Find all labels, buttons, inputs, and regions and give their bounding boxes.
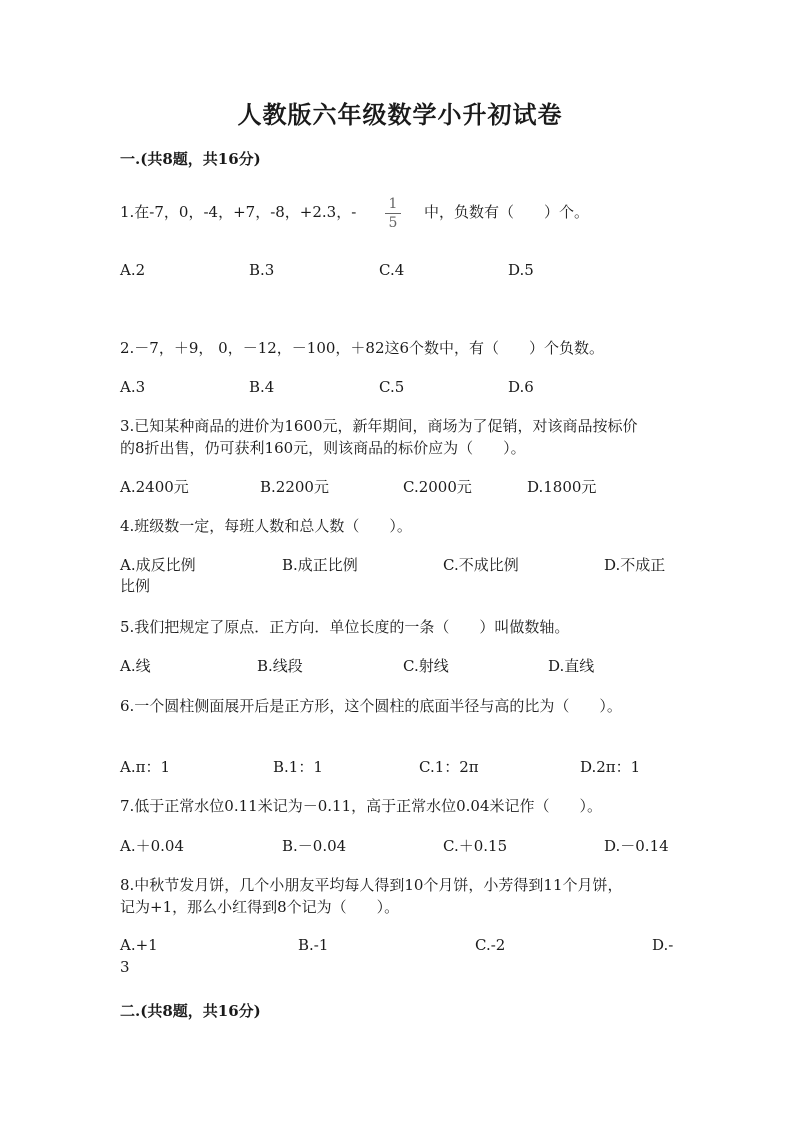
question-2-stem: 2.－7，＋9， 0，－12，－100，＋82这6个数中，有（ ）个负数。 [120,339,605,357]
question-2-option-a: A.3 [120,378,146,396]
question-6-option-d: D.2π：1 [580,758,641,776]
question-8-option-a: A.+1 [120,936,158,954]
question-4-stem: 4.班级数一定，每班人数和总人数（ ）。 [120,517,412,535]
question-8-option-b: B.-1 [298,936,329,954]
question-1-option-a: A.2 [120,261,146,279]
question-4-option-d: D.不成正 [604,556,666,574]
fraction-numerator: 1 [388,196,398,212]
question-3-option-a: A.2400元 [120,478,189,496]
question-3-option-b: B.2200元 [260,478,329,496]
fraction-denominator: 5 [388,215,398,231]
question-7-stem: 7.低于正常水位0.11米记为－0.11，高于正常水位0.04米记作（ ）。 [120,797,603,815]
question-8-stem-line-1: 8.中秋节发月饼，几个小朋友平均每人得到10个月饼，小芳得到11个月饼， [120,876,623,894]
question-2-option-d: D.6 [508,378,534,396]
question-4-option-a: A.成反比例 [120,556,196,574]
question-4-option-c: C.不成比例 [443,556,519,574]
question-7-option-b: B.－0.04 [282,837,347,855]
question-3-option-d: D.1800元 [527,478,597,496]
section-heading-2: 二.(共8题，共16分) [120,1002,261,1020]
question-8-option-c: C.-2 [475,936,506,954]
question-8-option-d-wrap: 3 [120,958,130,976]
question-3-option-c: C.2000元 [403,478,472,496]
question-5-option-b: B.线段 [257,657,303,675]
question-5-option-c: C.射线 [403,657,449,675]
question-7-option-d: D.－0.14 [604,837,669,855]
question-1-option-d: D.5 [508,261,534,279]
question-2-option-c: C.5 [379,378,405,396]
question-5-stem: 5.我们把规定了原点．正方向．单位长度的一条（ ）叫做数轴。 [120,618,570,636]
page-title: 人教版六年级数学小升初试卷 [237,100,563,129]
question-6-stem: 6.一个圆柱侧面展开后是正方形，这个圆柱的底面半径与高的比为（ ）。 [120,697,622,715]
question-3-stem-line-1: 3.已知某种商品的进价为1600元，新年期间，商场为了促销，对该商品按标价 [120,417,638,435]
question-7-option-c: C.＋0.15 [443,837,508,855]
question-8-option-d: D.- [652,936,674,954]
question-2-option-b: B.4 [249,378,275,396]
question-1-stem-post: 中，负数有（ ）个。 [424,203,590,221]
question-6-option-a: A.π：1 [120,758,171,776]
question-1-stem-pre: 1.在-7，0，-4，+7，-8，+2.3，- [120,203,357,221]
question-5-option-a: A.线 [120,657,151,675]
fraction-one-fifth [385,196,401,231]
question-1-option-c: C.4 [379,261,405,279]
question-4-option-b: B.成正比例 [282,556,358,574]
question-8-stem-line-2: 记为+1，那么小红得到8个记为（ ）。 [120,898,400,916]
fraction-bar [385,213,401,214]
question-6-option-b: B.1：1 [273,758,323,776]
question-6-option-c: C.1：2π [419,758,479,776]
question-4-option-d-wrap: 比例 [120,577,151,595]
question-5-option-d: D.直线 [548,657,595,675]
section-heading-1: 一.(共8题，共16分) [120,150,261,168]
question-1-option-b: B.3 [249,261,275,279]
question-3-stem-line-2: 的8折出售，仍可获利160元，则该商品的标价应为（ ）。 [120,439,526,457]
question-7-option-a: A.＋0.04 [120,837,184,855]
